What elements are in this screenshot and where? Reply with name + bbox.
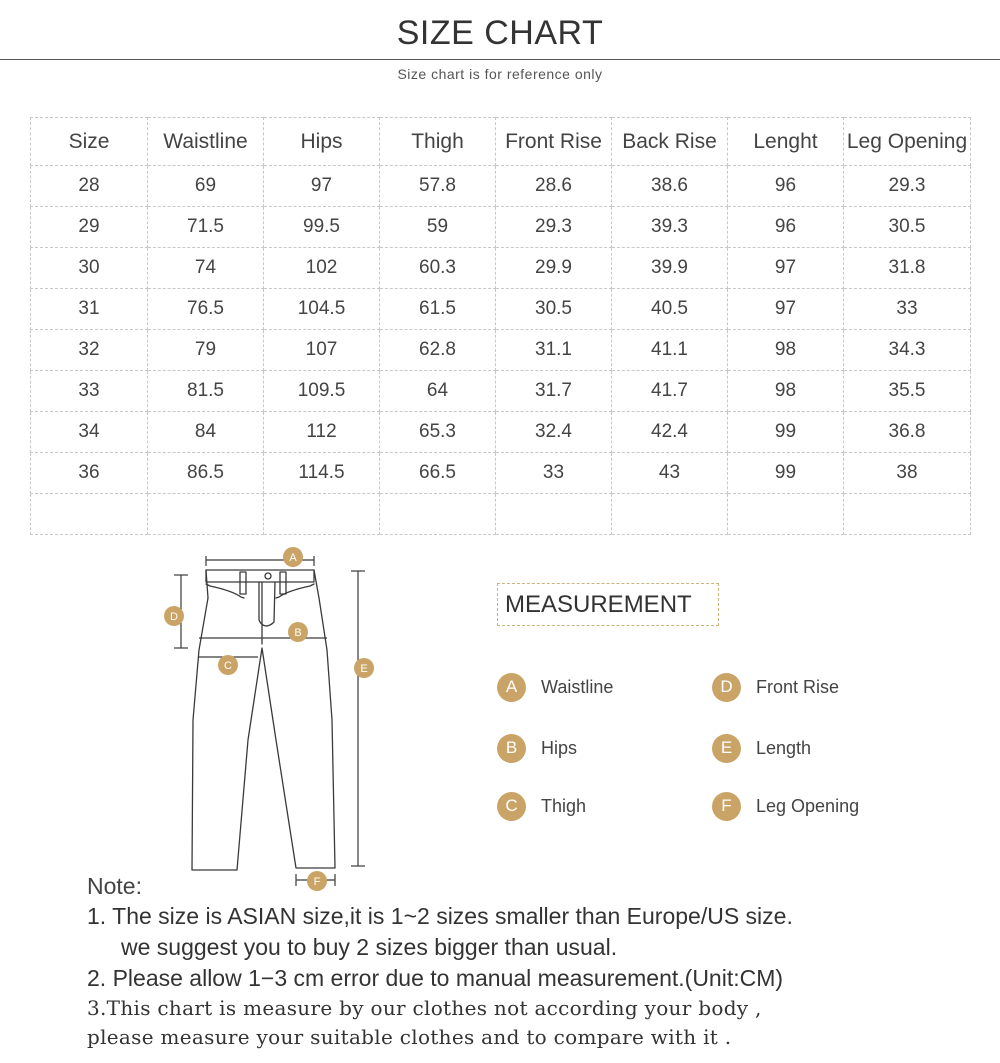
table-cell: 29.3 [844,166,971,207]
size-table [30,117,971,535]
legend-label: Length [756,737,812,758]
badge-e-icon: E [712,734,741,763]
table-cell: 35.5 [844,371,971,412]
table-cell: 30 [31,248,148,289]
waistband-icon [206,570,314,582]
note-line-2: 2. Please allow 1−3 cm error due to manual measurement.(Unit:CM) [87,965,784,991]
table-cell: 98 [728,371,844,412]
column-header-thigh: Thigh [380,118,496,166]
measure-badge-d-icon [164,606,184,626]
table-cell: 76.5 [148,289,264,330]
legend-label: Waistline [541,676,614,697]
badge-b-icon: B [497,734,526,763]
column-header-length: Lenght [728,118,844,166]
table-cell: 65.3 [380,412,496,453]
note-line-1: 1. The size is ASIAN size,it is 1~2 sizes smaller than Europe/US size. [87,903,793,929]
table-cell: 33 [844,289,971,330]
table-cell: 43 [612,453,728,494]
measurement-legend [497,672,917,822]
measure-badge-a-icon [283,547,303,567]
svg-text:F: F [313,876,321,888]
table-cell: 99 [728,412,844,453]
legend-label: Hips [541,737,578,758]
measure-badge-b-icon [288,622,308,642]
legend-item-thigh [497,791,586,821]
table-row [31,207,971,248]
column-header-front-rise: Front Rise [496,118,612,166]
table-cell: 30.5 [844,207,971,248]
table-cell: 96 [728,166,844,207]
table-row [31,371,971,412]
table-cell: 99 [728,453,844,494]
svg-text:B: B [294,627,302,639]
legend-label: Leg Opening [756,795,860,816]
column-header-size: Size [31,118,148,166]
table-cell: 39.9 [612,248,728,289]
table-cell [728,494,844,535]
badge-d-icon: D [712,673,741,702]
table-row [31,289,971,330]
table-cell: 30.5 [496,289,612,330]
table-cell [612,494,728,535]
table-cell: 33 [31,371,148,412]
table-cell [31,494,148,535]
measure-badge-e-icon [354,658,374,678]
table-cell: 31 [31,289,148,330]
column-header-hips: Hips [264,118,380,166]
legend-item-front-rise [712,672,839,702]
table-cell: 71.5 [148,207,264,248]
table-cell: 59 [380,207,496,248]
table-cell: 86.5 [148,453,264,494]
table-row [31,166,971,207]
note-line-1b: we suggest you to buy 2 sizes bigger than usual. [121,934,618,960]
table-cell: 31.8 [844,248,971,289]
table-cell: 97 [264,166,380,207]
table-cell: 38.6 [612,166,728,207]
table-cell: 81.5 [148,371,264,412]
table-header-row [31,118,971,166]
table-cell: 41.7 [612,371,728,412]
table-cell: 96 [728,207,844,248]
column-header-back-rise: Back Rise [612,118,728,166]
table-cell: 34 [31,412,148,453]
table-cell: 40.5 [612,289,728,330]
legend-item-hips [497,733,577,763]
table-cell: 28.6 [496,166,612,207]
table-row [31,248,971,289]
table-cell: 32.4 [496,412,612,453]
svg-text:E: E [360,663,368,675]
table-body [31,166,971,535]
legend-item-leg-opening [712,791,859,821]
table-row [31,494,971,535]
table-cell: 36.8 [844,412,971,453]
table-cell: 62.8 [380,330,496,371]
pants-outline-icon [192,570,335,870]
table-row [31,453,971,494]
table-cell: 112 [264,412,380,453]
table-cell: 84 [148,412,264,453]
table-cell [264,494,380,535]
badge-c-icon: C [497,792,526,821]
table-cell: 31.1 [496,330,612,371]
measure-badge-c-icon [218,655,238,675]
table-cell: 29 [31,207,148,248]
table-cell: 109.5 [264,371,380,412]
legend-label: Thigh [541,795,587,816]
table-cell: 38 [844,453,971,494]
table-cell: 74 [148,248,264,289]
table-cell: 104.5 [264,289,380,330]
column-header-waistline: Waistline [148,118,264,166]
column-header-leg-opening: Leg Opening [844,118,971,166]
table-cell: 66.5 [380,453,496,494]
legend-item-waistline [497,672,613,702]
table-cell: 102 [264,248,380,289]
table-row [31,412,971,453]
table-cell: 32 [31,330,148,371]
table-cell: 69 [148,166,264,207]
page-subtitle: Size chart is for reference only [397,66,603,82]
table-cell: 79 [148,330,264,371]
svg-text:C: C [224,660,232,672]
svg-text:A: A [289,552,297,564]
legend-item-length [712,733,811,763]
table-cell: 34.3 [844,330,971,371]
badge-a-icon: A [497,673,526,702]
measurement-title: MEASUREMENT [497,583,719,626]
table-cell: 28 [31,166,148,207]
table-cell [496,494,612,535]
table-cell: 36 [31,453,148,494]
table-cell: 114.5 [264,453,380,494]
table-cell [380,494,496,535]
table-cell: 97 [728,248,844,289]
svg-text:D: D [170,611,178,623]
page-title: SIZE CHART [396,14,604,52]
table-cell [844,494,971,535]
table-cell: 107 [264,330,380,371]
table-cell: 31.7 [496,371,612,412]
table-cell: 39.3 [612,207,728,248]
notes-title: Note: [87,873,142,899]
table-cell: 97 [728,289,844,330]
table-row [31,330,971,371]
note-line-3: 3.This chart is measure by our clothes not according your body , [87,996,762,1020]
table-cell: 29.9 [496,248,612,289]
note-line-4: please measure your suitable clothes and to compare with it . [87,1025,732,1049]
table-cell: 61.5 [380,289,496,330]
notes-section [87,871,987,1052]
title-divider [0,59,1000,60]
table-cell: 41.1 [612,330,728,371]
table-cell: 98 [728,330,844,371]
pants-diagram [150,540,390,895]
table-cell: 33 [496,453,612,494]
legend-label: Front Rise [756,676,840,697]
table-cell: 29.3 [496,207,612,248]
badge-f-icon: F [712,792,741,821]
table-cell: 60.3 [380,248,496,289]
table-cell [148,494,264,535]
table-cell: 64 [380,371,496,412]
table-cell: 42.4 [612,412,728,453]
table-cell: 99.5 [264,207,380,248]
table-cell: 57.8 [380,166,496,207]
